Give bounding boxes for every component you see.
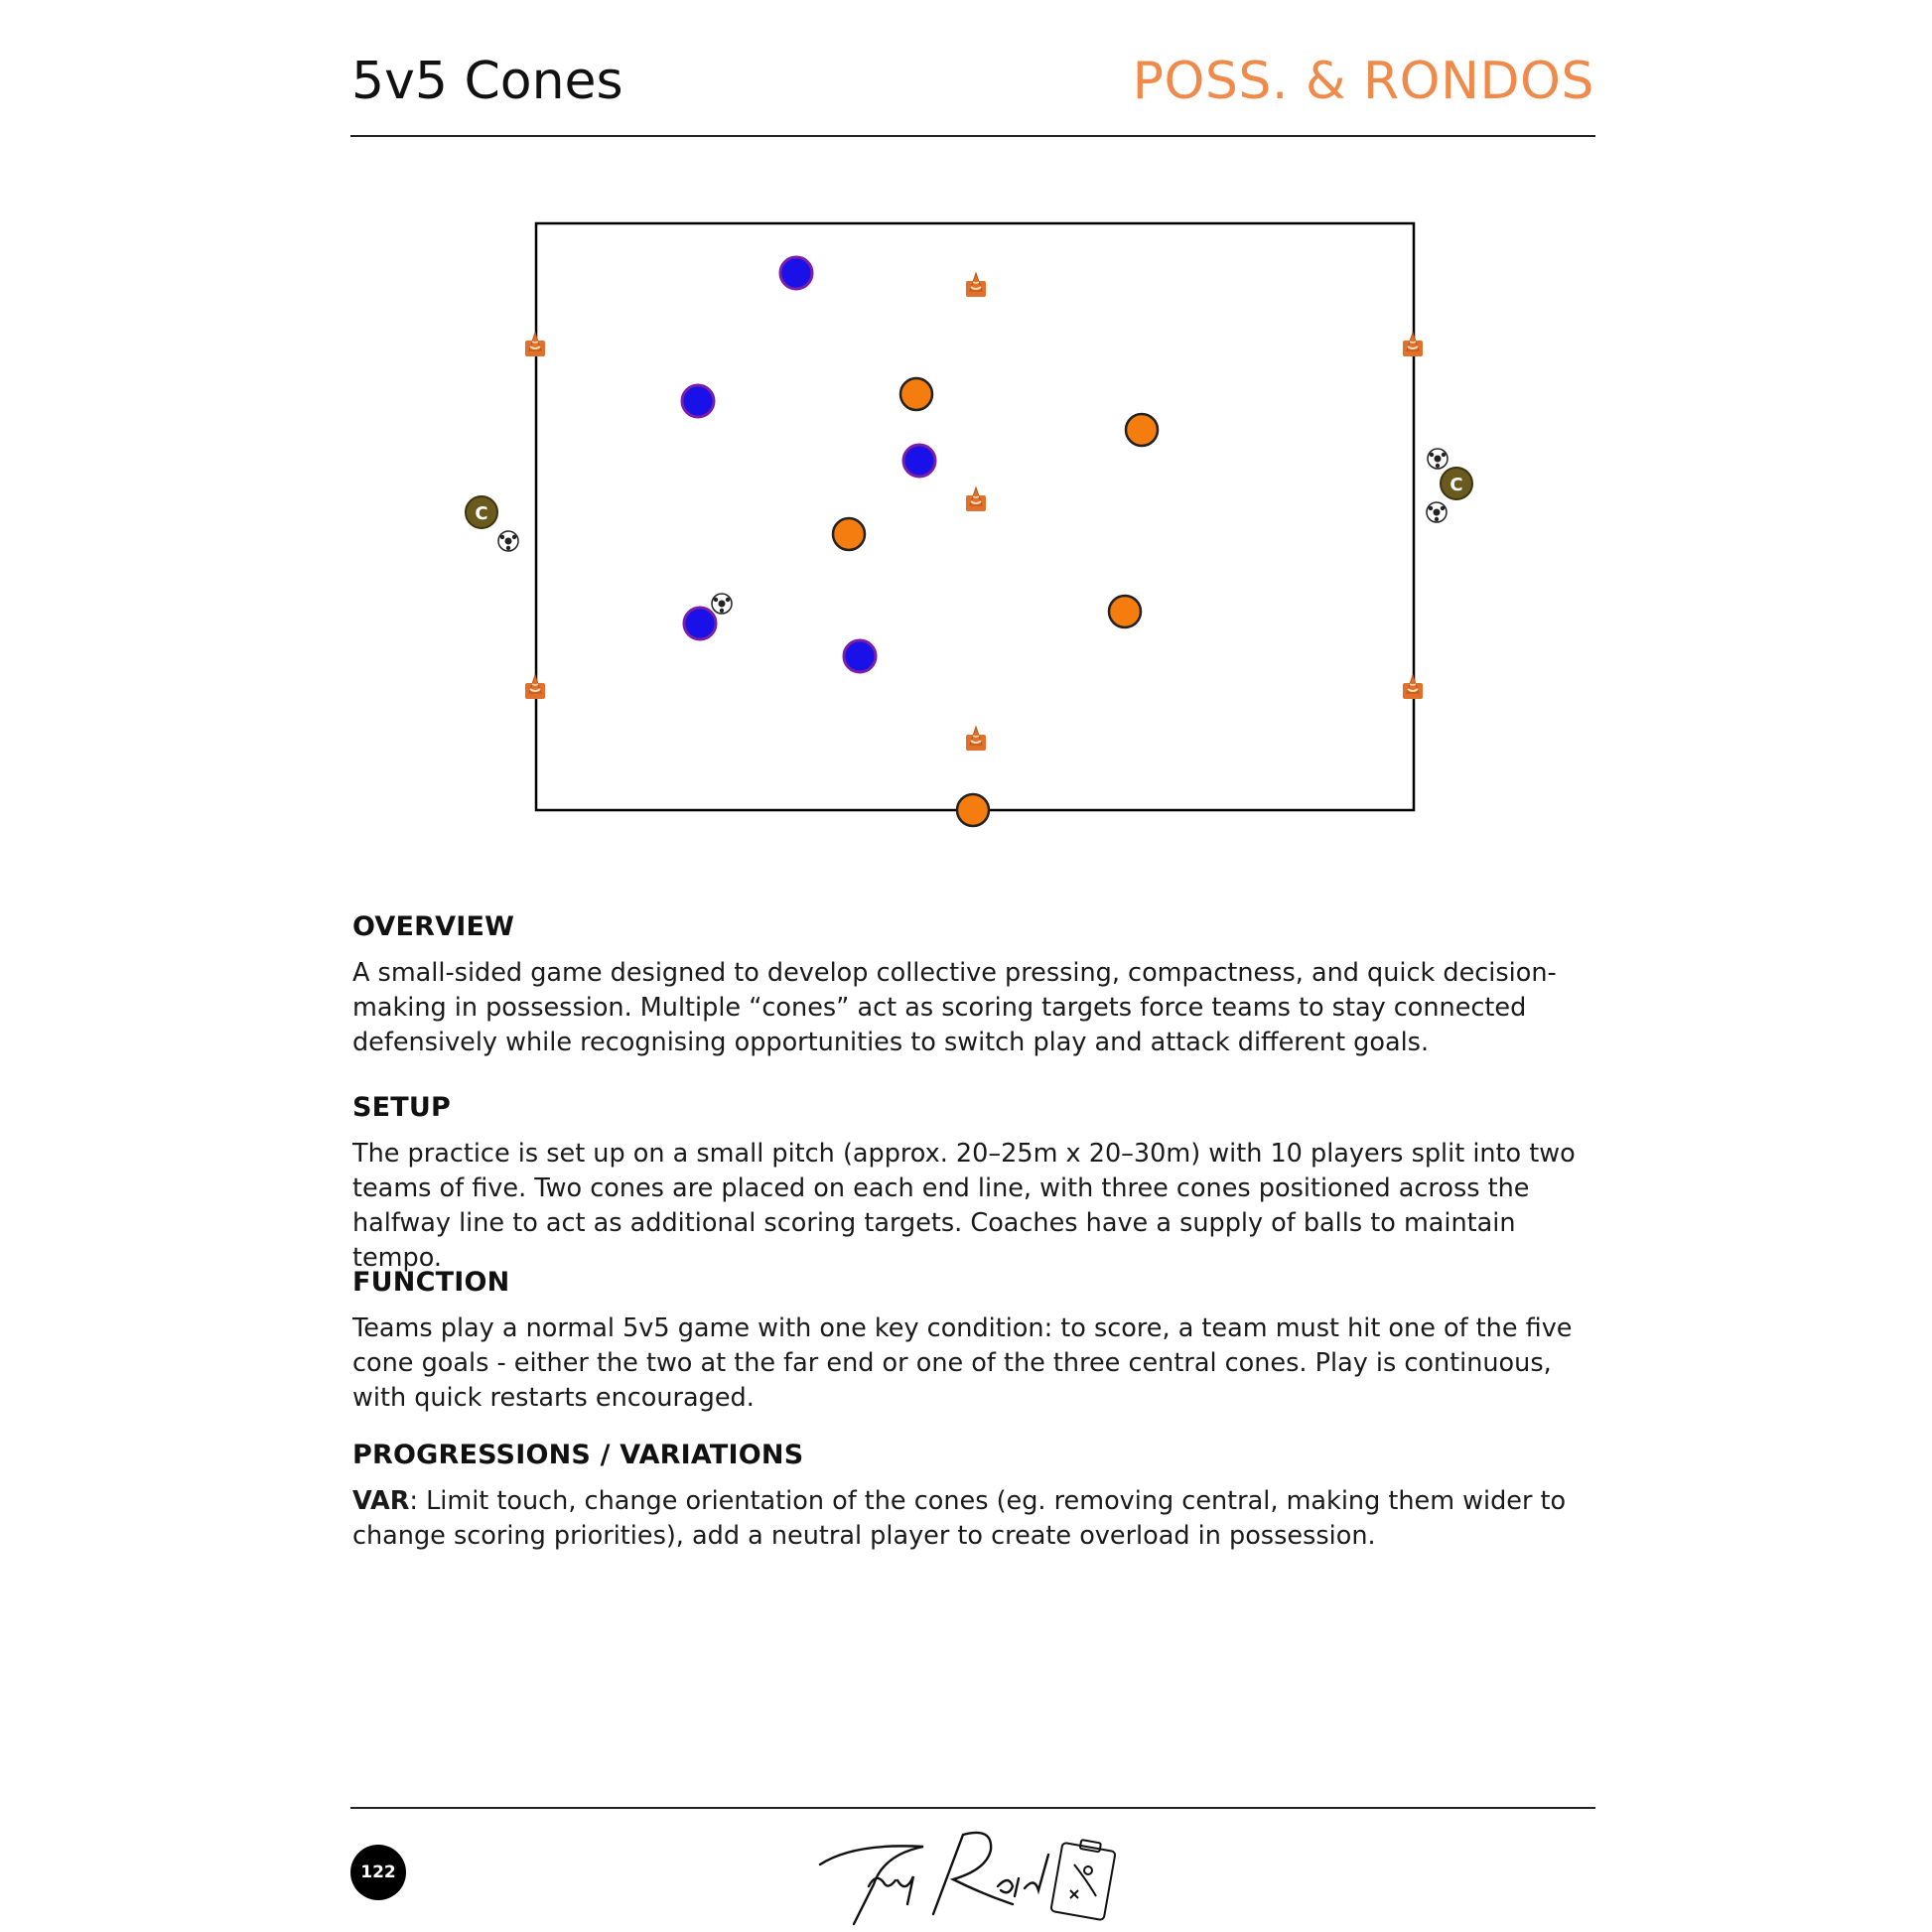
overview-heading: OVERVIEW [352, 911, 515, 942]
progressions-lead: VAR [352, 1486, 410, 1516]
pitch-boundary [536, 223, 1414, 810]
ball [498, 531, 518, 551]
progressions-body [352, 1484, 1603, 1554]
orange-player [1109, 596, 1141, 627]
progressions-text: : Limit touch, change orientation of the cones (eg. removing central, making them wider to change scoring priorities), add a neutral player to create overload in possession. [352, 1486, 1567, 1551]
orange-player [833, 518, 865, 550]
coach-label: C [1449, 475, 1463, 495]
clipboard-icon [1050, 1840, 1115, 1920]
ball [1427, 502, 1447, 522]
setup-body: The practice is set up on a small pitch (approx. 20–25m x 20–30m) with 10 players split into two teams of five. Two cones are placed on each end line, with three cones positioned across the halfway line to act as additional scoring targets. Coaches have a supply of balls to maintain tempo. [352, 1139, 1576, 1273]
orange-player [900, 378, 932, 410]
setup-heading: SETUP [352, 1092, 452, 1123]
function-heading: FUNCTION [352, 1267, 510, 1298]
blue-player [682, 385, 714, 417]
orange-player [957, 794, 989, 826]
ball [712, 594, 732, 614]
progressions-heading: PROGRESSIONS / VARIATIONS [352, 1440, 804, 1470]
page-title: 5v5 Cones [351, 52, 623, 111]
setup-section [352, 1092, 1603, 1276]
footer-divider [350, 1807, 1595, 1809]
category-label: POSS. & RONDOS [1132, 52, 1594, 111]
coach-right [1441, 468, 1472, 499]
overview-section [352, 911, 1603, 1060]
progressions-section [352, 1440, 1603, 1554]
pitch-diagram [0, 0, 1932, 894]
coach-label: C [475, 503, 488, 524]
signature-logo [814, 1825, 1132, 1929]
blue-player [844, 640, 876, 672]
function-section [352, 1267, 1603, 1416]
orange-player [1126, 414, 1158, 446]
page-number: 122 [350, 1845, 406, 1900]
ball [1428, 449, 1448, 469]
blue-player [903, 445, 935, 477]
blue-player [780, 257, 812, 289]
overview-body: A small-sided game designed to develop collective pressing, compactness, and quick decision-making in possession. Multiple “cones” act as scoring targets force teams to stay connected defensively while recognising opportunities to switch play and attack different goals. [352, 958, 1557, 1057]
function-body: Teams play a normal 5v5 game with one key condition: to score, a team must hit one of the five cone goals - either the two at the far end or one of the three central cones. Play is continuous, with quick restarts encouraged. [352, 1313, 1573, 1413]
blue-player [684, 608, 716, 639]
coach-left [466, 496, 497, 528]
